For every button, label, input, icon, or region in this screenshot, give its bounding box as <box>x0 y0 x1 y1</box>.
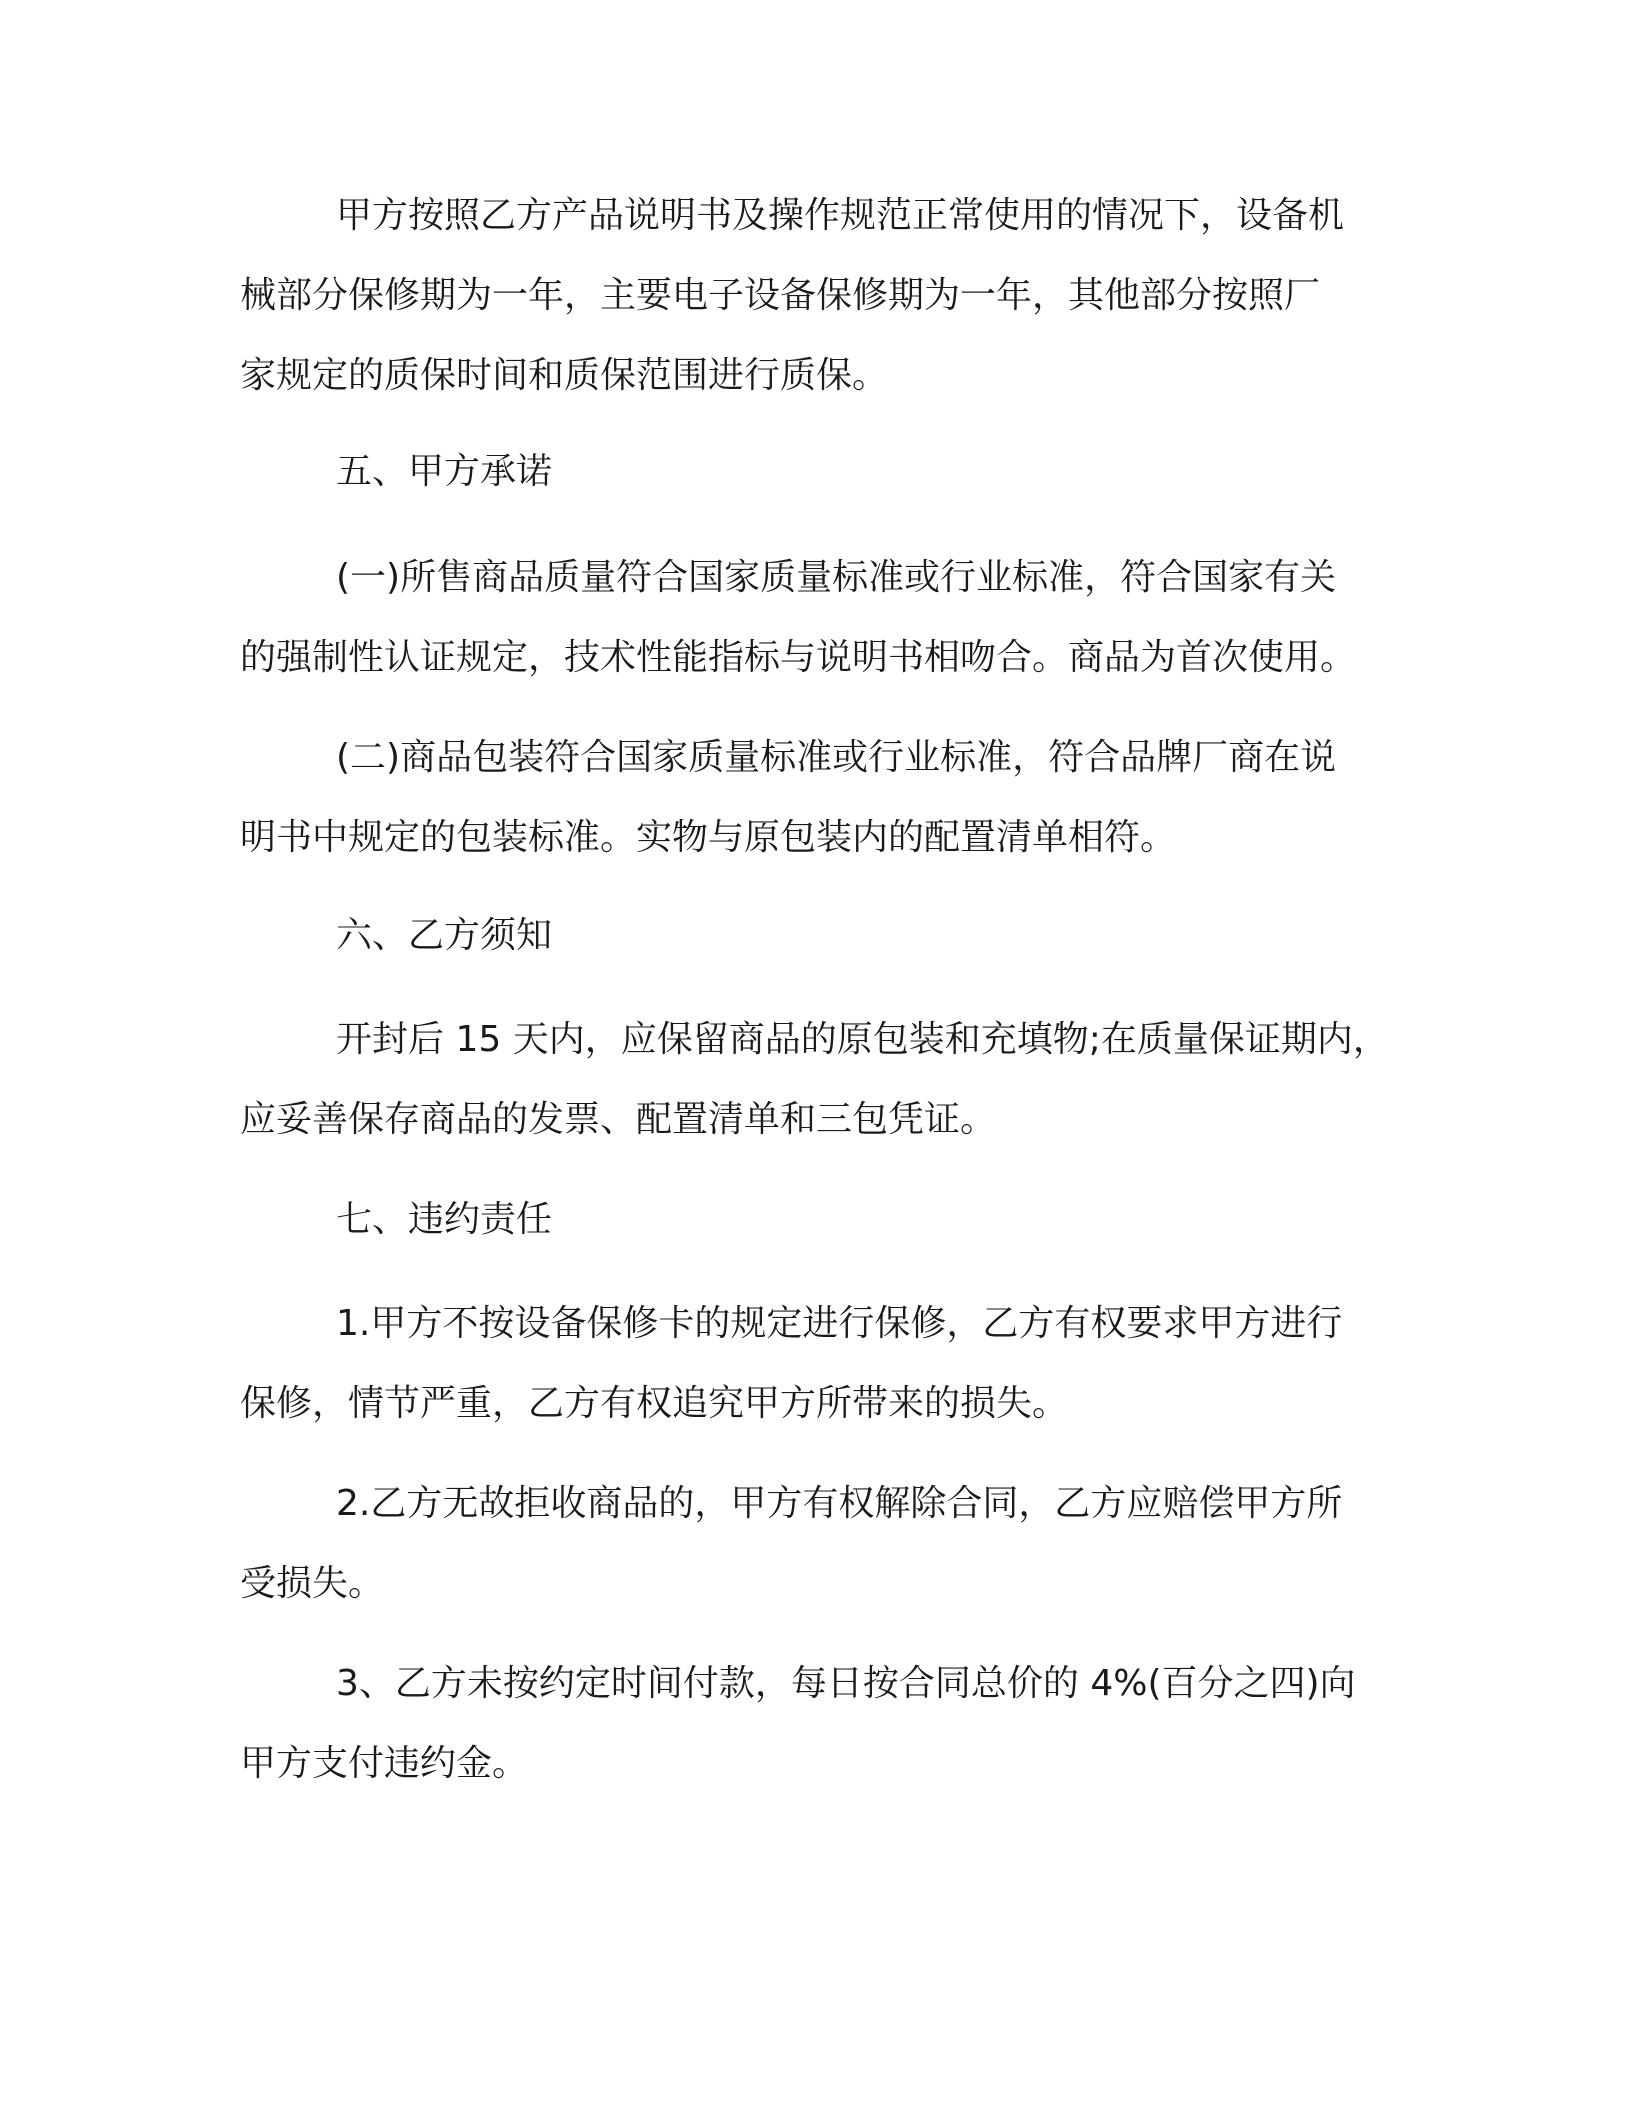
section-heading: 六、乙方须知 <box>336 915 553 956</box>
text-line: 的强制性认证规定，技术性能指标与说明书相吻合。商品为首次使用。 <box>240 637 1357 678</box>
text-line: 1.甲方不按设备保修卡的规定进行保修，乙方有权要求甲方进行 <box>336 1303 1343 1344</box>
text-line: 3、乙方未按约定时间付款，每日按合同总价的 4%(百分之四)向 <box>336 1663 1356 1704</box>
paragraph-warranty-terms <box>240 176 1400 416</box>
text-line: 开封后 15 天内，应保留商品的原包装和充填物;在质量保证期内， <box>336 1019 1389 1060</box>
section-6-heading <box>240 896 1400 976</box>
text-line: (二)商品包装符合国家质量标准或行业标准，符合品牌厂商在说 <box>336 737 1337 778</box>
text-line: (一)所售商品质量符合国家质量标准或行业标准，符合国家有关 <box>336 557 1337 598</box>
section-heading: 七、违约责任 <box>336 1199 553 1240</box>
section-5-heading <box>240 432 1400 512</box>
text-line: 械部分保修期为一年，主要电子设备保修期为一年，其他部分按照厂 <box>240 275 1321 316</box>
paragraph-section-5-item-2 <box>240 718 1400 878</box>
text-line: 保修，情节严重，乙方有权追究甲方所带来的损失。 <box>240 1383 1069 1424</box>
paragraph-section-7-item-2 <box>240 1464 1400 1624</box>
text-line: 明书中规定的包装标准。实物与原包装内的配置清单相符。 <box>240 817 1177 858</box>
text-line: 甲方按照乙方产品说明书及操作规范正常使用的情况下，设备机 <box>336 195 1345 236</box>
paragraph-section-5-item-1 <box>240 538 1400 698</box>
text-line: 家规定的质保时间和质保范围进行质保。 <box>240 355 889 396</box>
text-line: 2.乙方无故拒收商品的，甲方有权解除合同，乙方应赔偿甲方所 <box>336 1483 1343 1524</box>
text-line: 受损失。 <box>240 1563 385 1604</box>
text-line: 应妥善保存商品的发票、配置清单和三包凭证。 <box>240 1099 997 1140</box>
section-7-heading <box>240 1180 1400 1260</box>
section-heading: 五、甲方承诺 <box>336 451 553 492</box>
paragraph-section-6-body <box>240 1000 1400 1160</box>
text-line: 甲方支付违约金。 <box>240 1743 529 1784</box>
paragraph-section-7-item-3 <box>240 1644 1400 1804</box>
paragraph-section-7-item-1 <box>240 1284 1400 1444</box>
